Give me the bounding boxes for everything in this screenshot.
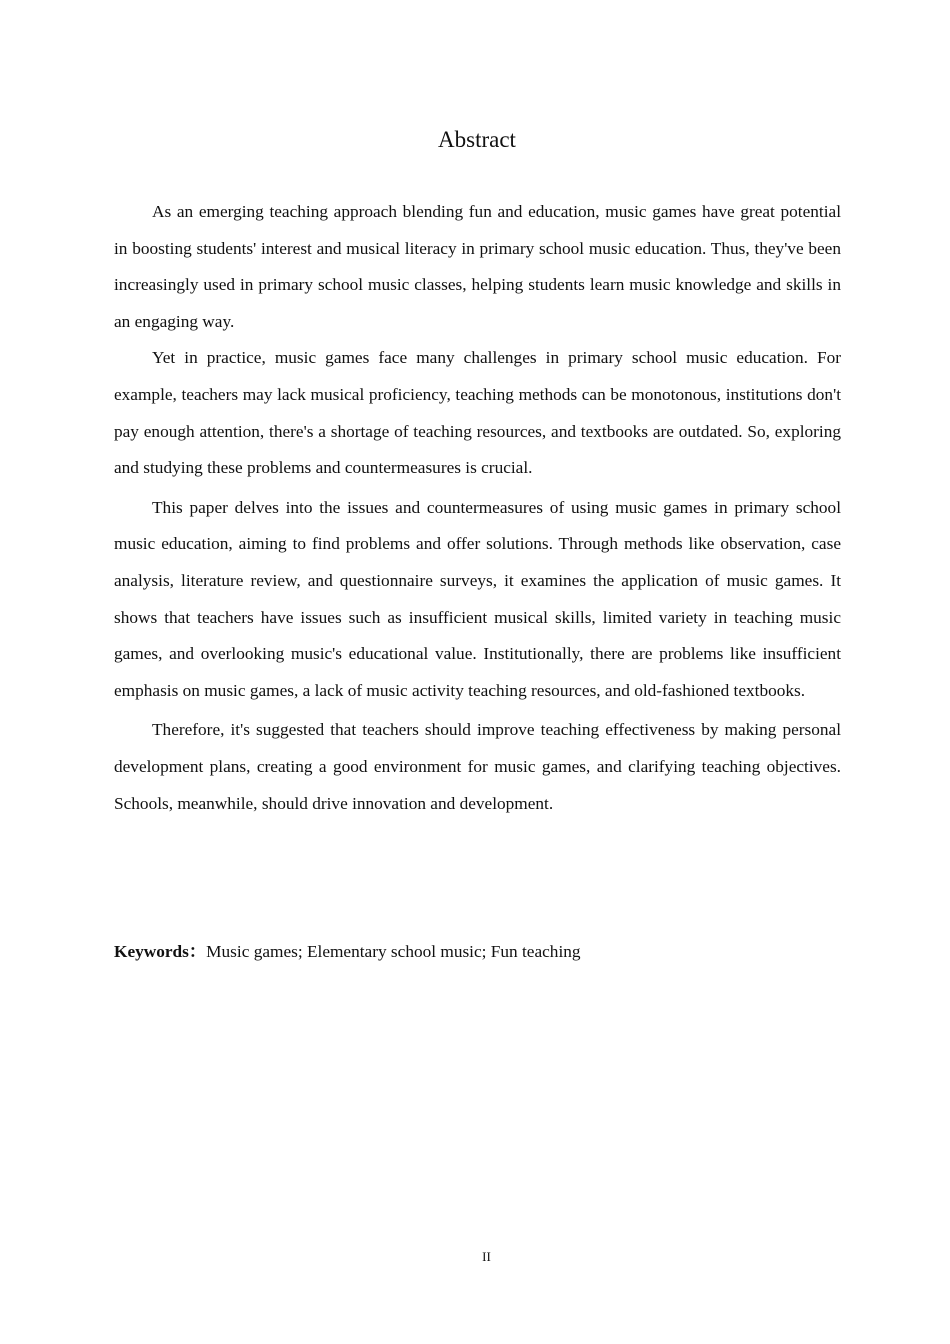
abstract-body bbox=[114, 194, 841, 822]
abstract-paragraph-4: Therefore, it's suggested that teachers should improve teaching effectiveness by making personal development plans, creating a good environment for music games, and clarifying teaching objectives. Schools, meanwhile, should drive innovation and development. bbox=[114, 720, 841, 813]
abstract-paragraph-3: This paper delves into the issues and countermeasures of using music games in primary school music education, aiming to find problems and offer solutions. Through methods like observation, case analysis, literature review, and questionnaire surveys, it examines the application of music games. It shows that teachers have issues such as insufficient musical skills, limited variety in teaching music games, and overlooking music's educational value. Institutionally, there are problems like insufficient emphasis on music games, a lack of music activity teaching resources, and old-fashioned textbooks. bbox=[114, 497, 841, 700]
keywords-label: Keywords： bbox=[114, 942, 207, 961]
keywords-value: Music games; Elementary school music; Fun teaching bbox=[206, 942, 581, 961]
page-number: II bbox=[482, 1249, 491, 1264]
keywords-line bbox=[114, 937, 841, 967]
abstract-paragraph-1: As an emerging teaching approach blending fun and education, music games have great potential in boosting students' interest and musical literacy in primary school music education. Thus, they've been increasingly used in primary school music classes, helping students learn music knowledge and skills in an engaging way. bbox=[114, 202, 841, 331]
abstract-paragraph-2: Yet in practice, music games face many challenges in primary school music education. For example, teachers may lack musical proficiency, teaching methods can be monotonous, institutions don't pay enough attention, there's a shortage of teaching resources, and textbooks are outdated. So, exploring and studying these problems and countermeasures is crucial. bbox=[114, 348, 841, 478]
abstract-title: Abstract bbox=[438, 127, 516, 152]
